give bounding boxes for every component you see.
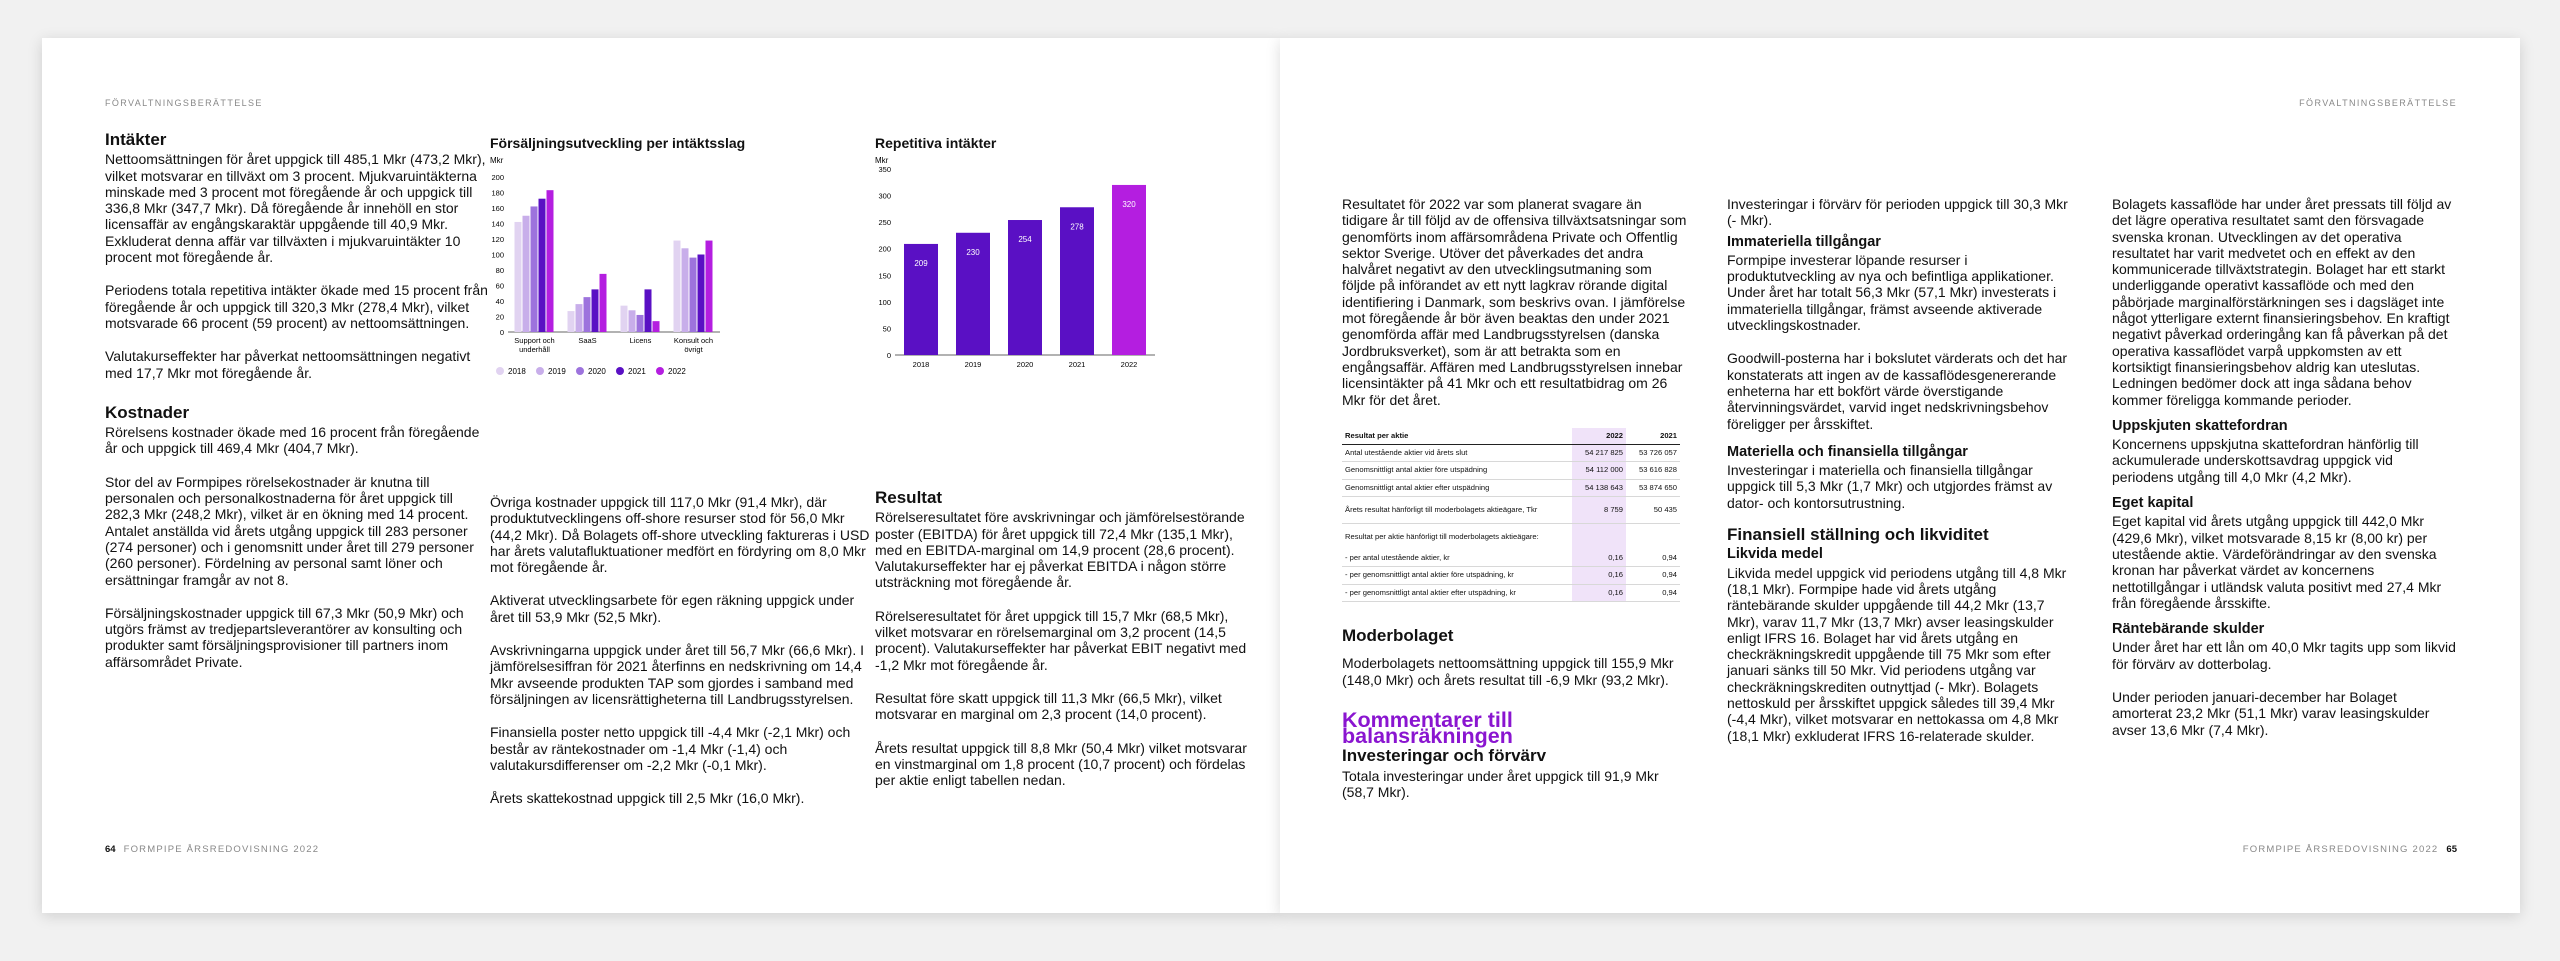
x-tick-label: Support och xyxy=(514,336,555,345)
bar xyxy=(547,190,554,332)
heading-materiella: Materiella och finansiella tillgångar xyxy=(1727,443,1968,460)
legend-swatch xyxy=(496,367,504,375)
legend-swatch xyxy=(576,367,584,375)
paragraph: Resultat före skatt uppgick till 11,3 Mkr (66,5 Mkr), vilket motsvarar en marginal om 2,3 procent (14,0 procent). xyxy=(875,689,1222,723)
running-header-left: FÖRVALTNINGSBERÄTTELSE xyxy=(105,98,263,108)
bar xyxy=(621,306,628,332)
data-label: 320 xyxy=(1122,199,1136,209)
y-tick-label: 20 xyxy=(495,312,504,322)
heading-intakter: Intäkter xyxy=(105,130,167,149)
heading-moderbolaget: Moderbolaget xyxy=(1342,625,1454,645)
column-resultat-moderbolaget xyxy=(1342,196,1688,817)
chart-repetitiva xyxy=(875,135,1175,380)
chart-forsaljning xyxy=(490,135,840,380)
bar xyxy=(629,310,636,332)
table-row xyxy=(1342,550,1680,567)
table-cell-label: Genomsnittligt antal aktier före utspädning xyxy=(1342,462,1572,479)
table-cell-value: 0,16 xyxy=(1572,567,1626,584)
table-cell-value xyxy=(1572,524,1626,551)
paragraph: Periodens totala repetitiva intäkter ökade med 15 procent från föregående år och uppgick till 320,3 Mkr (278,4 Mkr), vilket motsvarade 66 procent (59 procent) av nettoomsättningen. xyxy=(105,282,488,331)
bar xyxy=(515,222,522,332)
y-axis-label: Mkr xyxy=(875,156,889,165)
table-cell-label: Årets resultat hänförligt till moderbolagets aktieägare, Tkr xyxy=(1342,497,1572,524)
table-cell-value: 0,94 xyxy=(1626,567,1680,584)
bar xyxy=(584,297,591,332)
y-tick-label: 140 xyxy=(491,219,504,229)
x-tick-label: övrigt xyxy=(684,345,703,354)
data-label: 209 xyxy=(914,258,928,268)
chart-repetitiva-svg xyxy=(875,155,1175,380)
table-cell-value: 8 759 xyxy=(1572,497,1626,524)
paragraph: Rörelseresultatet för året uppgick till 15,7 Mkr (68,5 Mkr), vilket motsvarar en rörelsemarginal om 3,2 procent (14,5 procent). Valutakurseffekter har påverkat EBIT negativt med -1,2 Mkr mot föregående år. xyxy=(875,607,1247,673)
table-cell-value: 53 616 828 xyxy=(1626,462,1680,479)
x-tick-label: underhåll xyxy=(519,345,550,354)
table-cell-value: 50 435 xyxy=(1626,497,1680,524)
table-row xyxy=(1342,584,1680,601)
resultat-per-aktie-table xyxy=(1342,428,1680,602)
column-ovriga-kostnader xyxy=(490,494,875,823)
paragraph: Avskrivningarna uppgick under året till 56,7 Mkr (66,6 Mkr). I jämförelsesiffran för 2021 återfinns en nedskrivning om 14,4 Mkr avseende produkten TAP som gjordes i samband med försäljningen av licensrättigheterna till Landbrugsstyrelsen. xyxy=(490,642,865,707)
table-cell-value: 54 138 643 xyxy=(1572,479,1626,496)
bar xyxy=(674,241,681,332)
x-tick-label: Konsult och xyxy=(673,336,714,345)
paragraph: Aktiverat utvecklingsarbete för egen räkning uppgick under året till 53,9 Mkr (52,5 Mkr). xyxy=(490,592,855,625)
bar xyxy=(682,248,689,332)
heading-kommentarer-balansrakning: Kommentarer till balansräkningen xyxy=(1342,707,1513,749)
footer-brand: FORMPIPE ÅRSREDOVISNING 2022 xyxy=(123,844,320,855)
table-header-cell: Resultat per aktie xyxy=(1342,428,1572,445)
paragraph: Under året har ett lån om 40,0 Mkr tagits upp som likvid för förvärv av dotterbolag. xyxy=(2112,639,2456,672)
paragraph: Eget kapital vid årets utgång uppgick till 442,0 Mkr (429,6 Mkr), vilket motsvarade 8,15 kr (8,00 kr) per utestående aktie. Värdeförändringar av den svenska kronan har påverkat värdet av koncernens nettotillgångar i utländsk valuta positivt med 27,4 Mkr från föregående årsskifte. xyxy=(2112,513,2442,611)
table-row xyxy=(1342,462,1680,479)
table-cell-value: 0,16 xyxy=(1572,584,1626,601)
paragraph: Formpipe investerar löpande resurser i produktutveckling av nya och befintliga applikationer. Under året har totalt 56,3 Mkr (57,1 Mkr) investerats i immateriella tillgångar, främst avseende aktiverade utvecklingskostnader. xyxy=(1727,251,2057,334)
bar xyxy=(523,216,530,332)
paragraph: Goodwill-posterna har i bokslutet värderats och det har konstaterats att ingen av de kassaflödesgenererande enheterna har ett bokfört värde överstigande återvinningsvärdet, varvid inget nedskrivningsbehov föreligger per årsskiftet. xyxy=(1727,350,2068,432)
paragraph: Försäljningskostnader uppgick till 67,3 Mkr (50,9 Mkr) och utgörs främst av tredjepartsleverantörer av konsulting och produkter samt försäljningsprovisioner till partners inom affärsområdet Private. xyxy=(105,604,464,670)
page-number: 65 xyxy=(2446,844,2457,855)
table-header-cell: 2021 xyxy=(1626,428,1680,445)
paragraph: Rörelseresultatet före avskrivningar och jämförelsestörande poster (EBITDA) för året uppgick till 72,4 Mkr (135,1 Mkr), med en EBITDA-marginal om 14,9 procent (28,6 procent). Valutakurseffekter har ej påverkat EBITDA i någon större utsträckning mot föregående år. xyxy=(875,509,1245,591)
table-row xyxy=(1342,445,1680,462)
table-cell-value: 53 874 650 xyxy=(1626,479,1680,496)
heading-resultat: Resultat xyxy=(875,488,943,507)
table-row xyxy=(1342,524,1680,551)
heading-likvida-medel: Likvida medel xyxy=(1727,546,1823,563)
x-tick-label: 2018 xyxy=(912,360,930,369)
paragraph: Stor del av Formpipes rörelsekostnader är knutna till personalen och personalkostnaderna för året uppgick till 282,3 Mkr (248,2 Mkr), vilket är en ökning med 14 procent. Antalet anställda vid årets utgång uppgick till 283 personer (274 personer) och i genomsnitt under året till 279 personer (260 personer). Fördelning av personal samt löner och ersättningar framgår av not 8. xyxy=(105,473,474,588)
chart-forsaljning-svg xyxy=(490,155,840,380)
paragraph: Valutakurseffekter har påverkat nettoomsättningen negativt med 17,7 Mkr mot föregående år. xyxy=(105,348,471,381)
y-tick-label: 80 xyxy=(495,266,504,275)
x-tick-label: 2019 xyxy=(964,360,982,369)
paragraph: Årets resultat uppgick till 8,8 Mkr (50,4 Mkr) vilket motsvarar en vinstmarginal om 1,8 procent (10,7 procent) och fördelas per aktie enligt tabellen nedan. xyxy=(875,739,1247,789)
y-tick-label: 250 xyxy=(878,218,891,228)
y-tick-label: 100 xyxy=(878,297,891,307)
x-tick-label: 2021 xyxy=(1068,360,1086,369)
table-cell-label: - per genomsnittligt antal aktier efter utspädning, kr xyxy=(1342,584,1572,601)
x-tick-label: Licens xyxy=(629,336,652,345)
data-label: 278 xyxy=(1070,222,1084,232)
table-cell-label: Genomsnittligt antal aktier efter utspädning xyxy=(1342,479,1572,496)
bar xyxy=(568,311,575,332)
legend-entry: 2018 xyxy=(508,367,526,376)
y-tick-label: 200 xyxy=(878,244,891,254)
legend-swatch xyxy=(656,367,664,375)
y-axis-label: Mkr xyxy=(490,156,504,165)
paragraph: Investeringar i materiella och finansiella tillgångar uppgick till 5,3 Mkr (1,7 Mkr) och utgjordes främst av dator- och kontorsutrustning. xyxy=(1727,462,2053,511)
y-tick-label: 300 xyxy=(878,191,891,201)
legend-entry: 2022 xyxy=(668,367,686,376)
data-label: 254 xyxy=(1018,235,1032,245)
table-cell-label: - per antal utestående aktier, kr xyxy=(1342,550,1572,567)
chart-title: Försäljningsutveckling per intäktsslag xyxy=(490,135,746,151)
table-cell-label: Resultat per aktie hänförligt till moderbolagets aktieägare: xyxy=(1345,531,1539,541)
table-cell-value: 54 112 000 xyxy=(1572,462,1626,479)
paragraph: Investeringar i förvärv för perioden uppgick till 30,3 Mkr (- Mkr). xyxy=(1727,196,2068,229)
bar xyxy=(645,289,652,332)
running-footer-left xyxy=(105,844,319,855)
table-row xyxy=(1342,567,1680,584)
bar xyxy=(690,258,697,332)
y-tick-label: 180 xyxy=(491,188,504,198)
column-tillgangar-likviditet xyxy=(1727,196,2073,761)
bar xyxy=(698,255,705,333)
x-tick-label: SaaS xyxy=(578,336,597,345)
legend-entry: 2020 xyxy=(588,367,606,376)
y-tick-label: 100 xyxy=(491,250,504,260)
right-page xyxy=(1280,38,2520,913)
heading-rantebarande-skulder: Räntebärande skulder xyxy=(2112,621,2265,638)
bar xyxy=(1112,185,1146,355)
y-tick-label: 0 xyxy=(886,351,891,360)
column-kassaflode-kapital xyxy=(2112,196,2458,755)
x-tick-label: 2020 xyxy=(1016,360,1034,369)
data-label: 230 xyxy=(966,247,980,257)
chart-title: Repetitiva intäkter xyxy=(875,135,997,151)
bar xyxy=(653,321,660,332)
table-header-row xyxy=(1342,428,1680,445)
column-resultat xyxy=(875,490,1260,805)
left-page xyxy=(42,38,1280,913)
table-cell-value: 0,94 xyxy=(1626,550,1680,567)
bar xyxy=(539,199,546,332)
legend-swatch xyxy=(616,367,624,375)
table-cell-value xyxy=(1626,524,1680,551)
paragraph: Moderbolagets nettoomsättning uppgick till 155,9 Mkr (148,0 Mkr) och årets resultat till -6,9 Mkr (93,2 Mkr). xyxy=(1342,655,1674,688)
table-cell-label: Antal utestående aktier vid årets slut xyxy=(1342,445,1572,462)
running-header-right: FÖRVALTNINGSBERÄTTELSE xyxy=(2299,98,2457,108)
footer-brand: FORMPIPE ÅRSREDOVISNING 2022 xyxy=(2242,844,2439,855)
y-tick-label: 150 xyxy=(878,271,891,281)
paragraph: Totala investeringar under året uppgick till 91,9 Mkr (58,7 Mkr). xyxy=(1342,767,1659,801)
legend-entry: 2021 xyxy=(628,367,646,376)
paragraph: Övriga kostnader uppgick till 117,0 Mkr (91,4 Mkr), där produktutvecklingens off-shore resurser stod för 56,0 Mkr (44,2 Mkr). Då Bolagets off-shore utveckling faktureras i USD har årets valutafluktuationer medfört en fördyring om 8,0 Mkr mot föregående år. xyxy=(490,494,870,576)
bar xyxy=(576,304,583,332)
heading-immateriella: Immateriella tillgångar xyxy=(1727,233,1881,250)
paragraph: Resultatet för 2022 var som planerat svagare än tidigare år till följd av de offensiva tillväxtsatsningar som genomförts inom affärsområdena Private och Offentlig sektor Sverige. Utöver det påverkades det andra halvåret negativt av den utvecklingsutmaning som följde på införandet av ett nytt lagkrav rörande digital identifiering i Danmark, som beskrivs ovan. I jämförelse mot föregående år bör även beaktas den under 2021 genomförda affär med Landbrugsstyrelsen (danska Jordbruksverket), som är att betrakta som en engångsaffär. Affären med Landbrugsstyrelsen innebar licensintäkter på 41 Mkr och ett resultatbidrag om 26 Mkr för det året. xyxy=(1342,196,1687,408)
y-tick-label: 40 xyxy=(495,297,504,306)
running-footer-right xyxy=(2243,844,2457,855)
bar xyxy=(600,274,607,332)
bar xyxy=(592,289,599,332)
paragraph: Koncernens uppskjutna skattefordran hänförlig till ackumulerade underskottsavdrag uppgick vid periodens utgång till 4,0 Mkr (4,2 Mkr). xyxy=(2112,436,2419,485)
heading-eget-kapital: Eget kapital xyxy=(2112,495,2194,512)
bar xyxy=(531,206,538,332)
y-tick-label: 160 xyxy=(491,204,504,213)
table-header-cell: 2022 xyxy=(1572,428,1626,445)
paragraph: Rörelsens kostnader ökade med 16 procent från föregående år och uppgick till 469,4 Mkr (404,7 Mkr). xyxy=(105,424,480,457)
legend-entry: 2019 xyxy=(548,367,566,376)
y-tick-label: 50 xyxy=(882,324,891,334)
table-cell-value: 53 726 057 xyxy=(1626,445,1680,462)
paragraph: Under perioden januari-december har Bolaget amorterat 23,2 Mkr (51,1 Mkr) varav leasingskulder avser 13,6 Mkr (7,4 Mkr). xyxy=(2112,689,2430,738)
y-tick-label: 350 xyxy=(878,165,891,174)
paragraph: Årets skattekostnad uppgick till 2,5 Mkr (16,0 Mkr). xyxy=(490,790,805,807)
heading-kostnader: Kostnader xyxy=(105,402,190,422)
y-tick-label: 0 xyxy=(499,328,504,337)
table-row xyxy=(1342,479,1680,496)
bar xyxy=(637,315,644,332)
heading-finansiell-stallning: Finansiell ställning och likviditet xyxy=(1727,525,1989,545)
table-cell-label: - per genomsnittligt antal aktier före utspädning, kr xyxy=(1342,567,1572,584)
column-intakter-kostnader xyxy=(105,132,490,687)
paragraph: Nettoomsättningen för året uppgick till 485,1 Mkr (473,2 Mkr), vilket motsvarar en tillväxt om 3 procent. Mjukvaruintäkterna minskade med 3 procent mot föregående år och uppgick till 336,8 Mkr (347,7 Mkr). Då föregående år innehöll en stor licensaffär av engångskaraktär uppgående till 40,9 Mkr. Exkluderat denna affär var tillväxten i mjukvaruintäkter 10 procent mot föregående år. xyxy=(105,151,486,266)
bar xyxy=(706,241,713,332)
paragraph: Bolagets kassaflöde har under året pressats till följd av det lägre operativa resultatet samt den försvagade svenska kronan. Utvecklingen av det operativa resultatet har varit medvetet och en effekt av den kommunicerade tillväxtstrategin. Bolaget har ett starkt underliggande operativt kassaflöde och med den påbörjade marginalförstärkningen ses i dagsläget inte något ytterligare externt finansieringsbehov. En kraftigt negativt påverkad orderingång kan få påverkan på det operativa kassaflödet varpå uppkomsten av ett kortsiktigt finansieringsbehov aldrig kan uteslutas. Ledningen bedömer dock att inga sådana behov kommer föreligga kommande perioder. xyxy=(2112,196,2452,408)
y-tick-label: 60 xyxy=(495,281,504,291)
paragraph: Finansiella poster netto uppgick till -4,4 Mkr (-2,1 Mkr) och består av räntekostnader om -1,4 Mkr (-1,4) och valutakursdifferenser om -2,2 Mkr (-0,1 Mkr). xyxy=(490,724,851,773)
table-cell-value: 0,94 xyxy=(1626,584,1680,601)
paragraph: Likvida medel uppgick vid periodens utgång till 4,8 Mkr (18,1 Mkr). Formpipe hade vid årets utgång räntebärande skulder uppgående till 44,2 Mkr (13,7 Mkr), varav 11,7 Mkr (13,7 Mkr) avser leasingskulder enligt IFRS 16. Bolaget har vid årets utgång en checkräkningskredit uppgående till 75 Mkr som efter januari sänks till 50 Mkr. Vid periodens utgång var checkräkningskrediten outnyttjad (- Mkr). Bolagets nettoskuld per årsskiftet uppgick således till 39,4 Mkr (-4,4 Mkr), vilket motsvarar en nettokassa om 4,8 Mkr (18,1 Mkr) exkluderat IFRS 16-relaterade skulder. xyxy=(1727,564,2067,744)
y-tick-label: 200 xyxy=(491,173,504,182)
x-tick-label: 2022 xyxy=(1120,360,1138,369)
table-cell-value: 54 217 825 xyxy=(1572,445,1626,462)
y-tick-label: 120 xyxy=(491,235,504,244)
table-row xyxy=(1342,497,1680,524)
heading-investeringar: Investeringar och förvärv xyxy=(1342,746,1547,766)
legend-swatch xyxy=(536,367,544,375)
heading-uppskjuten-skattefordran: Uppskjuten skattefordran xyxy=(2112,417,2288,434)
page-number: 64 xyxy=(105,844,116,855)
table-cell-value: 0,16 xyxy=(1572,550,1626,567)
